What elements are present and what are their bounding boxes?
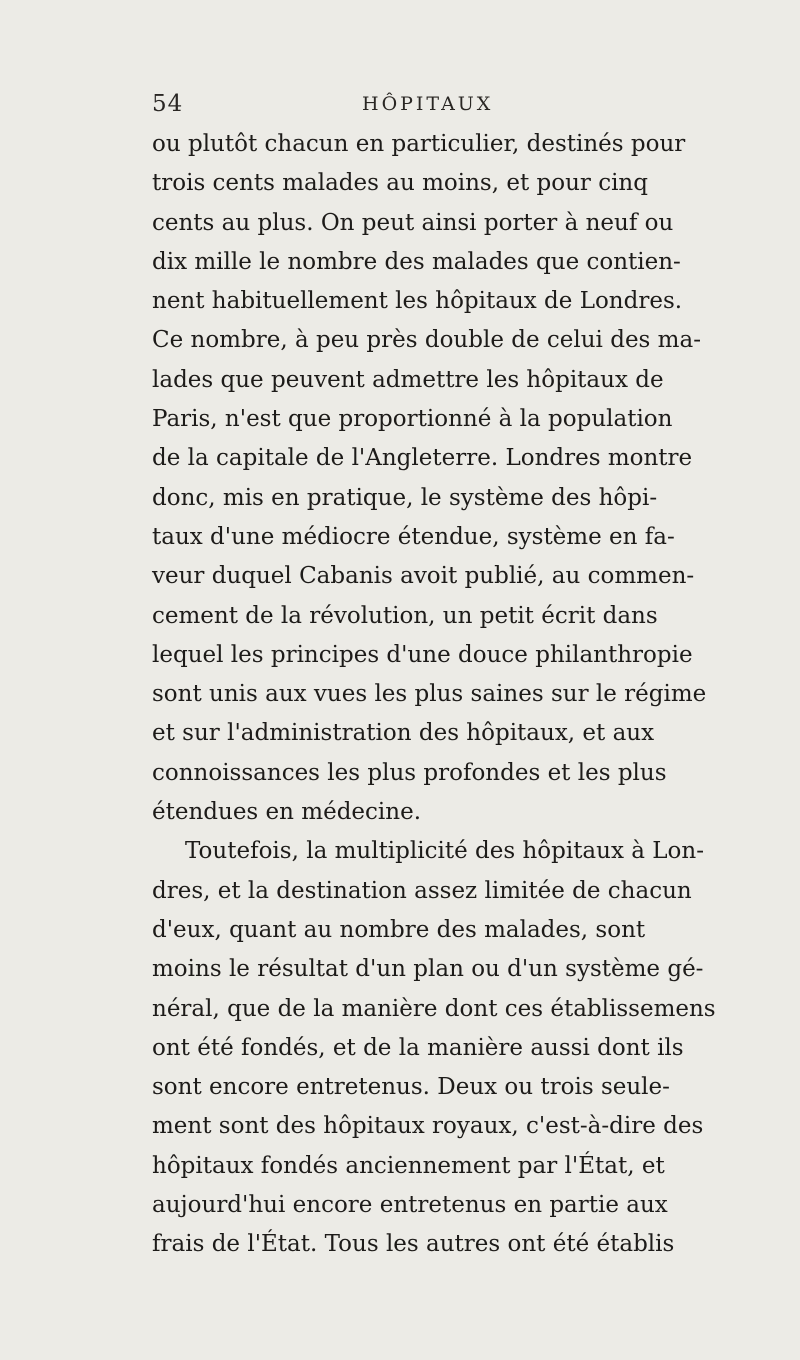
text-line: ont été fondés, et de la manière aussi dont ils [152,1034,684,1061]
text-line: Paris, n'est que proportionné à la population [152,406,673,433]
text-line: donc, mis en pratique, le système des hôpi- [152,484,658,511]
paragraph-end-line: étendues en médecine. [152,799,422,826]
text-line: dix mille le nombre des malades que contien- [152,248,681,275]
text-line: cents au plus. On peut ainsi porter à neuf ou [152,209,674,236]
text-line: connoissances les plus profondes et les plus [152,759,667,786]
text-line: dres, et la destination assez limitée de chacun [152,877,692,904]
text-line: sont unis aux vues les plus saines sur le régime [152,681,707,708]
text-line: ment sont des hôpitaux royaux, c'est-à-dire des [152,1113,704,1140]
text-line: néral, que de la manière dont ces établissemens [152,995,716,1022]
text-line: lades que peuvent admettre les hôpitaux de [152,366,664,393]
paragraph-start-line: Toutefois, la multiplicité des hôpitaux à Lon- [185,838,704,865]
text-line: aujourd'hui encore entretenus en partie aux [152,1192,668,1219]
text-line: trois cents malades au moins, et pour cinq [152,170,648,197]
text-line: nent habituellement les hôpitaux de Londres. [152,288,683,315]
text-line: Ce nombre, à peu près double de celui des ma- [152,327,701,354]
text-line: cement de la révolution, un petit écrit dans [152,602,658,629]
text-line: lequel les principes d'une douce philanthropie [152,641,693,668]
text-line: sont encore entretenus. Deux ou trois seule- [152,1074,670,1101]
text-line: hôpitaux fondés anciennement par l'État, et [152,1152,665,1179]
running-head [152,91,565,121]
text-line: taux d'une médiocre étendue, système en fa- [152,523,675,550]
body-text [152,125,716,1265]
running-title: HÔPITAUX [362,93,494,115]
text-line: ou plutôt chacun en particulier, destinés pour [152,131,686,157]
page-number: 54 [152,91,184,117]
text-line: veur duquel Cabanis avoit publié, au commen- [152,563,695,590]
text-line: moins le résultat d'un plan ou d'un système gé- [152,956,704,983]
text-line: et sur l'administration des hôpitaux, et aux [152,720,655,747]
text-line: frais de l'État. Tous les autres ont été établis [152,1231,675,1258]
text-line: d'eux, quant au nombre des malades, sont [152,916,646,943]
text-line: de la capitale de l'Angleterre. Londres montre [152,445,693,472]
